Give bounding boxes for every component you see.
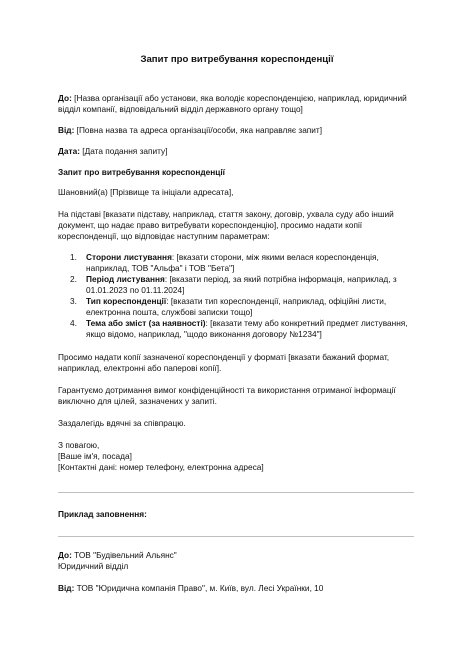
list-item-label: Сторони листування [86,252,172,262]
list-item-text: : [вказати сторони, між якими велася кореспонденція, наприклад, ТОВ "Альфа" і ТОВ "Бета"] [86,252,379,273]
salutation-text: Шановний(а) [Прізвище та ініціали адресата], [58,187,234,197]
format-paragraph [58,352,420,374]
intro-paragraph [58,209,420,242]
example-from-section [58,583,420,594]
example-from-text: ТОВ "Юридична компанія Право", м. Київ, вул. Лесі Українки, 10 [76,583,324,593]
thanks-text: Заздалегідь вдячні за співпрацю. [58,418,186,428]
intro-text: На підставі [вказати підставу, наприклад, стаття закону, договір, ухвала суду або інший документ, що надає право витребувати кореспонденцію], просимо надати копії кореспонденції, що відповідає наступним параметрам: [58,209,394,241]
example-to-text: ТОВ "Будівельний Альянс" [74,550,177,560]
list-item [58,318,420,340]
section-divider [58,536,414,537]
to-section [58,93,420,115]
section-divider [58,492,414,493]
list-item [58,296,420,318]
list-item [58,252,420,274]
list-item-number: 1. [70,252,77,262]
list-item-text: : [вказати тему або конкретний предмет листування, якщо відомо, наприклад, "щодо виконання договору №1234"] [86,318,408,339]
example-to-line2: Юридичний відділ [58,561,129,571]
list-item-label: Тип кореспонденції [86,296,167,306]
signature-contacts: [Контактні дані: номер телефону, електронна адреса] [58,462,264,472]
list-item-text: : [вказати тип кореспонденції, наприклад, офіційні листи, електронна пошта, службові записки тощо] [86,296,387,317]
format-text: Просимо надати копії зазначеної кореспонденції у форматі [вказати бажаний формат, наприклад, електронні або паперові копії]. [58,352,390,373]
signature-regards: З повагою, [58,440,100,450]
from-text: [Повна назва та адреса організації/особи, яка направляє запит] [76,125,323,135]
from-label: Від: [58,125,75,135]
list-item-label: Тема або зміст (за наявності) [86,318,206,328]
list-item [58,274,420,296]
subject-text: Запит про витребування кореспонденції [58,167,226,177]
date-text: [Дата подання запиту] [82,146,168,156]
to-label: До: [58,93,72,103]
from-section [58,125,420,136]
example-to-label: До: [58,550,72,560]
to-text: [Назва організації або установи, яка володіє кореспонденцією, наприклад, юридичний відділ компанії, відповідальний відділ державного органу тощо] [58,93,407,114]
salutation [58,187,420,198]
date-section [58,146,420,157]
list-item-number: 3. [70,296,77,306]
example-to-section [58,550,420,572]
example-from-label: Від: [58,583,75,593]
parameters-list [58,252,420,340]
date-label: Дата: [58,146,80,156]
signature-block [58,440,420,473]
confidentiality-paragraph [58,385,420,407]
example-heading [58,509,420,520]
list-item-number: 4. [70,318,77,328]
list-item-number: 2. [70,274,77,284]
list-item-text: : [вказати період, за який потрібна інформація, наприклад, з 01.01.2023 по 01.11.2024] [86,274,397,295]
example-heading-text: Приклад заповнення: [58,509,147,519]
document-title: Запит про витребування кореспонденції [140,54,334,65]
confidentiality-text: Гарантуємо дотримання вимог конфіденційності та використання отриманої інформації виключно для цілей, зазначених у запиті. [58,385,396,406]
list-item-label: Період листування [86,274,165,284]
subject-heading [58,167,420,178]
signature-name: [Ваше ім'я, посада] [58,451,132,461]
thanks-paragraph [58,418,420,429]
